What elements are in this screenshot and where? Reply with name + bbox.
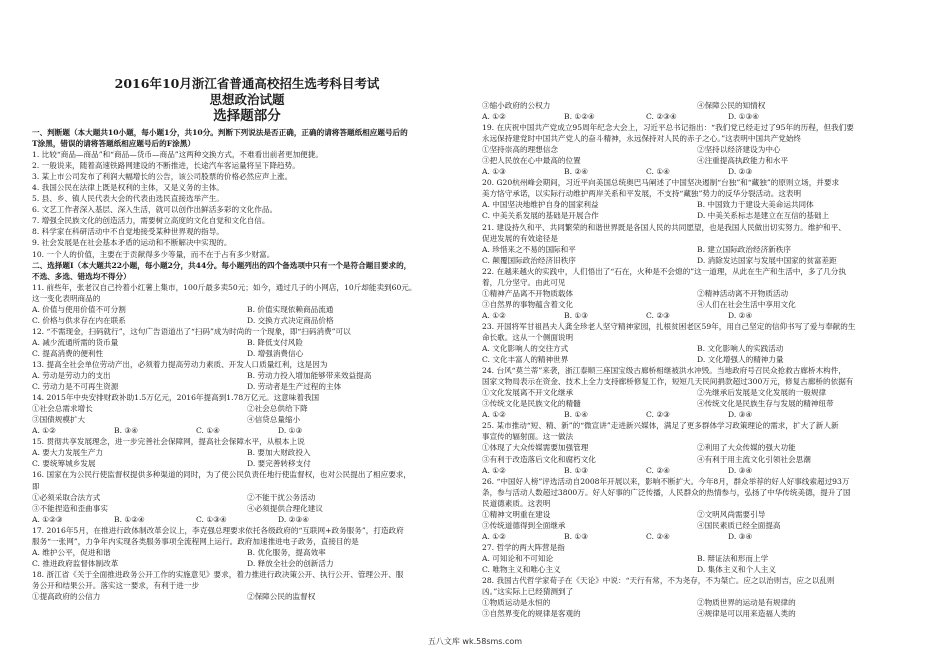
option-row — [482, 299, 912, 310]
text-line: 8. 科学家在科研活动中不自觉地接受某种世界观的指导。 — [32, 227, 224, 237]
option: D. 释放全社会的创新活力 — [247, 558, 334, 568]
option-row — [482, 597, 912, 608]
option: C. 推进政府监督体制改革 — [32, 558, 119, 568]
answer-option: B. ①②④ — [114, 514, 145, 524]
option: D. 劳动者是生产过程的主体 — [247, 382, 342, 392]
answer-option: C. ①④ — [646, 167, 670, 177]
text-line: 1. 比较“商品—商品”和“商品—货币—商品”这两种交换方式，不难看出前者更加便捷。 — [32, 150, 323, 160]
text-line: 26. “中国好人榜”评选活动自2008年开展以来，影响不断扩大。今年8月，群众举荐的好人好事线索超过93万 — [482, 476, 850, 486]
text-line: 不选、多选、错选均不得分） — [32, 271, 131, 281]
text-line: 条，参与活动人数超过3800万。好人好事的广泛传播，人民群众的热情参与，弘扬了中华传统美德，提升了国 — [482, 487, 851, 497]
text-line: 22. 在越来越火的实践中，人们悟出了“石在，火种是不会熄的”这一道理，从此在生产和生活中，多了几分执 — [482, 266, 846, 276]
option: A. 珍惜来之不易的国际和平 — [482, 244, 576, 254]
text-line: 24. 台风“莫兰蒂”来袭，浙江泰顺三座国宝级古廊桥相继被洪水冲毁。当地政府号召民众抢救古廊桥木构件， — [482, 366, 846, 376]
option-row — [482, 210, 912, 221]
text-line: 21. 建设持久和平、共同繁荣的和谐世界既是各国人民的共同愿望，也是我国人民做出切实努力。维护和平、 — [482, 222, 846, 232]
option: ③国债规模扩大 — [32, 415, 86, 425]
option: ①体现了大众传媒需要加强管理 — [482, 443, 589, 453]
option: D. 增强消费信心 — [247, 348, 304, 358]
option: C. 价格与供求存在内在联系 — [32, 315, 126, 325]
option: D. 要完善转移支付 — [247, 459, 311, 469]
text-line: 7. 增强全民族文化的创造活力，需要树立高度的文化自觉和文化自信。 — [32, 216, 270, 226]
option-row — [482, 509, 912, 520]
answer-option: A. ①② — [482, 410, 506, 420]
text-line: 国家文物局表示在资金、技术上全力支持廊桥修复工作，短短几天民间捐款超过300万元，修复古廊桥的依据有 — [482, 377, 854, 387]
option: ③传统道德得到全面继承 — [482, 520, 566, 530]
option: A. 中国坚决地维护自身的国家利益 — [482, 200, 599, 210]
option: ③传统文化是民族文化的精髓 — [482, 399, 581, 409]
text-line: 23. 开国将军甘祖昌夫人龚全珍老人坚守精神家园，扎根贫困老区59年，用自己坚定的信仰书写了爱与奉献的生 — [482, 321, 856, 331]
option: ④信贷总量缩小 — [247, 415, 301, 425]
answer-row — [32, 514, 462, 525]
answer-row — [482, 166, 912, 177]
option: D. 交换方式决定商品价格 — [247, 315, 334, 325]
text-line: 10. 一个人的价值，主要在于贡献得多少等量，而不在于占有多少财富。 — [32, 249, 275, 259]
text-line: 民道德素质。这表明 — [482, 498, 551, 508]
text-line: 17. 2016年5月，在推进行政体制改革会议上，李克强总理要求依托各级政府的“互联网+政务服务”，打造政府 — [32, 525, 404, 535]
answer-option: B. ①③ — [564, 531, 589, 541]
text-line: 28. 我国古代哲学家荀子在《天论》中说：“天行有常，不为尧存，不为桀亡。应之以治则吉，应之以乱则 — [482, 576, 835, 586]
option: B. 降低支付风险 — [247, 337, 303, 347]
option: ①物质运动是永恒的 — [482, 598, 551, 608]
option-row — [32, 381, 462, 392]
option-row — [32, 304, 462, 315]
option: ④传统文化是民族生存与发展的精神纽带 — [697, 399, 834, 409]
option: B. 辩证法和形而上学 — [697, 553, 769, 563]
option-row — [482, 553, 912, 564]
answer-option: C. ②④ — [646, 531, 670, 541]
option: ①社会总需求增长 — [32, 404, 93, 414]
answer-option: D. ③④ — [728, 531, 753, 541]
option: ④保障公民的知情权 — [697, 101, 766, 110]
answer-option: B. ①④ — [564, 410, 589, 420]
option: ①提高政府的公信力 — [32, 591, 101, 601]
text-line: 事宣传的辐射面。这一做法 — [482, 432, 574, 442]
option: C. 要统筹城乡发展 — [32, 459, 96, 469]
option: ②文明风尚需要引导 — [697, 509, 766, 519]
option-row — [482, 520, 912, 531]
option: ③有利于改造落后文化和腐朽文化 — [482, 454, 596, 464]
answer-row — [482, 465, 912, 476]
option: ①必须采取合法方式 — [32, 492, 101, 502]
option: D. 文化增强人的精神力量 — [697, 355, 784, 365]
text-line: 命长歌。这从一个侧面说明 — [482, 332, 574, 342]
left-column — [32, 0, 462, 602]
text-line: 13. 提高全社会单位劳动产出，必须着力提高劳动力素质、开发人口质量红利，这是因为 — [32, 359, 328, 369]
answer-option: C. ②③④ — [646, 112, 677, 122]
text-line: 促进发展的有效途径是 — [482, 233, 558, 243]
option: A. 劳动是劳动力的支出 — [32, 371, 111, 381]
option-row — [32, 547, 462, 558]
text-line: T涂黑，错误的请将答题纸相应题号后的F涂黑） — [32, 139, 195, 149]
answer-option: B. ①③ — [564, 310, 589, 320]
option: C. 劳动力是不可再生资源 — [32, 382, 119, 392]
title-block — [32, 0, 462, 125]
option: ④有利于用主流文化引领社会思潮 — [697, 454, 811, 464]
answer-option: B. ①③ — [564, 465, 589, 475]
answer-row — [482, 111, 912, 122]
answer-option: D. ②③ — [728, 167, 753, 177]
option: ②保障公民的监督权 — [247, 591, 316, 601]
option: ②坚持以经济建设为中心 — [697, 145, 781, 155]
answer-option: D. ②④ — [728, 310, 753, 320]
text-line: 美方恪守承诺，以实际行动维护两岸关系和平发展，不支持“藏独”势力的反华分裂活动。这表明 — [482, 189, 802, 199]
text-line: 6. 文艺工作者深入基层、深入生活，就可以创作出鲜活多彩的文化作品。 — [32, 205, 278, 215]
option-row — [482, 288, 912, 299]
text-line: 27. 哲学的两大阵营是指 — [482, 542, 565, 552]
option-row — [32, 370, 462, 381]
text-line: 9. 社会发展是在社会基本矛盾的运动和不断解决中实现的。 — [32, 238, 232, 248]
answer-option: A. ①② — [482, 310, 506, 320]
answer-option: A. ①③ — [482, 167, 506, 177]
option: C. 中美关系发展的基础是开展合作 — [482, 211, 599, 221]
option-row — [32, 337, 462, 348]
option: A. 要大力发展生产力 — [32, 448, 104, 458]
option: C. 唯物主义和唯心主义 — [482, 564, 561, 574]
text-line: 15. 贯彻共享发展理念，进一步完善社会保障网，提高社会保障水平，从根本上说 — [32, 437, 305, 447]
text-line: 16. 国家在为公民行使监督权提供多种渠道的同时，为了使公民负责任地行使监督权，也对公民提出了相应要求， — [32, 470, 411, 480]
option: D. 中美关系标志是建立在互信的基础上 — [697, 211, 830, 221]
option: B. 建立国际政治经济新秩序 — [697, 244, 791, 254]
option: B. 要加大财政投入 — [247, 448, 311, 458]
option: C. 颠覆国际政治经济旧秩序 — [482, 255, 576, 265]
answer-option: D. ①③④ — [728, 112, 760, 122]
option: B. 文化影响人的实践活动 — [697, 344, 784, 354]
answer-option: A. ①② — [482, 112, 506, 122]
left-body — [32, 127, 462, 602]
answer-row — [482, 310, 912, 321]
option: ①坚持崇高的理想信念 — [482, 145, 558, 155]
answer-option: A. ①②③ — [32, 514, 63, 524]
text-line: 5. 县、乡、镇人民代表大会的代表由选民直接选举产生。 — [32, 194, 224, 204]
option-row — [32, 414, 462, 425]
text-line: 一、判断题（本大题共10小题，每小题1分，共10分。判断下列说法是否正确，正确的请将答题纸相应题号后的 — [32, 128, 408, 137]
answer-option: D. ③④ — [728, 410, 753, 420]
option: B. 优化服务，提高效率 — [247, 547, 326, 557]
option: ②社会总供给下降 — [247, 404, 308, 414]
text-line: 2. 一般说来，随着高速铁路网建设的不断推进，长途汽车客运量将呈下降趋势。 — [32, 161, 300, 171]
option-row — [32, 348, 462, 359]
option: ②精神活动离不开物质活动 — [697, 288, 789, 298]
option: A. 减少流通所需的货币量 — [32, 337, 119, 347]
option: ③把人民放在心中最高的位置 — [482, 156, 581, 166]
text-line: 凶。”这实际上已经猜测到了 — [482, 587, 574, 597]
answer-option: B. ③④ — [114, 426, 139, 436]
option: ①文化发展离不开文化继承 — [482, 388, 574, 398]
text-line: 3. 某上市公司发布了利润大幅增长的公告，该公司股票的价格必然应声上涨。 — [32, 172, 293, 182]
option-row — [32, 591, 462, 602]
text-line: 19. 在庆祝中国共产党成立95周年纪念大会上，习近平总书记指出：“我们党已经走过了95年的历程，但我们要 — [482, 123, 854, 133]
option-row — [482, 387, 912, 398]
answer-row — [482, 531, 912, 542]
option: ④人们在社会生活中享用文化 — [697, 299, 796, 309]
option-row — [32, 315, 462, 326]
option-row — [482, 255, 912, 266]
text-line: 即 — [32, 481, 40, 491]
option: ③自然界变化的规律是客观的 — [482, 609, 581, 619]
option: B. 价值实现依赖商品流通 — [247, 304, 334, 314]
option: ②不能干扰公务活动 — [247, 492, 316, 502]
option-row — [32, 503, 462, 514]
option-row — [482, 244, 912, 255]
answer-row — [32, 425, 462, 436]
section-title: 选择题部分 — [213, 108, 281, 124]
text-line: 25. 某市推动“短、精、新”的“微宣讲”走进新兴媒体，满足了更多群体学习政策理论的需求，扩大了新人新 — [482, 421, 839, 431]
text-line: 14. 2015年中央安排财政补助1.5万亿元，2016年提高到1.78万亿元。这意味着我国 — [32, 393, 320, 403]
text-line: 18. 浙江省《关于全面推进政务公开工作的实施意见》要求，着力推进行政决策公开、执行公开、管理公开、服 — [32, 569, 404, 579]
option-row — [482, 100, 912, 111]
option: A. 价值与使用价值不可分割 — [32, 304, 126, 314]
option: ③不能捏造和歪曲事实 — [32, 503, 108, 513]
text-line: 12. “不需现金，扫码就行”，这句广告语道出了“扫码”成为时尚的一个现象，即“扫码消费”可以 — [32, 326, 351, 336]
answer-option: A. ①② — [482, 531, 506, 541]
option: ②物质世界的运动是有规律的 — [697, 598, 796, 608]
answer-option: C. ②④ — [646, 465, 670, 475]
answer-option: B. ②④ — [564, 167, 589, 177]
option-row — [482, 343, 912, 354]
option: ④规律是可以用来造福人类的 — [697, 609, 796, 619]
option-row — [482, 354, 912, 365]
answer-option: D. ③④ — [728, 465, 753, 475]
option: ②利用了大众传媒的强大功能 — [697, 443, 796, 453]
answer-option: D. ①③ — [278, 426, 303, 436]
text-line: 服务“一张网”，力争年内实现各类服务事项全流程网上运行。政府加速推进电子政务，直接目的是 — [32, 536, 359, 546]
option-row — [482, 199, 912, 210]
option-row — [32, 492, 462, 503]
option: A. 可知论和不可知论 — [482, 553, 554, 563]
option: A. 文化影响人的交往方式 — [482, 344, 569, 354]
option: C. 提高消费的便利性 — [32, 348, 104, 358]
option-row — [482, 442, 912, 453]
answer-option: B. ①②④ — [564, 112, 595, 122]
option: ①精神产品离不开物质载体 — [482, 288, 574, 298]
text-line: 着，几分坚守。由此可见 — [482, 277, 566, 287]
option: ②先继承后发展是文化发展的一般规律 — [697, 388, 827, 398]
option: D. 集体主义和个人主义 — [697, 564, 776, 574]
text-line: 11. 前些年，张老汉自己拎着小红薯上集市，100斤最多卖50元；如今，通过几子的小网店，10斤却能卖到60元。 — [32, 282, 417, 292]
answer-option: A. ①② — [32, 426, 56, 436]
option: C. 文化丰富人的精神世界 — [482, 355, 569, 365]
text-line: 这一变化表明商品的 — [32, 293, 101, 303]
right-column — [482, 0, 912, 619]
answer-option: C. ①③④ — [196, 514, 227, 524]
option-row — [32, 558, 462, 569]
answer-option: C. ②③ — [646, 310, 670, 320]
option-row — [482, 398, 912, 409]
option-row — [32, 458, 462, 469]
option: B. 中国致力于建设大美命运共同体 — [697, 200, 814, 210]
answer-option: C. ②③ — [646, 410, 670, 420]
footer-watermark: 五八文库 wk.58sms.com — [427, 637, 523, 646]
page-title: 2016年10月浙江省普通高校招生选考科目考试 — [114, 76, 380, 91]
text-line: 永远保持建党时中国共产党人的奋斗精神，永远保持对人民的赤子之心。”这表明中国共产党始终 — [482, 134, 802, 144]
option-row — [32, 447, 462, 458]
option-row — [482, 564, 912, 575]
right-body — [482, 100, 912, 619]
option: A. 维护公平，促进和谐 — [32, 547, 111, 557]
option-row — [482, 454, 912, 465]
answer-row — [482, 409, 912, 420]
option: D. 消除发达国家与发展中国家的贫富差距 — [697, 255, 837, 265]
option: ④注重提高执政能力和水平 — [697, 156, 789, 166]
option: ④必须提供合理化建议 — [247, 503, 323, 513]
option-row — [482, 155, 912, 166]
answer-option: C. ①④ — [196, 426, 220, 436]
text-line: 二、选择题Ⅰ（本大题共22小题，每小题2分，共44分。每小题列出的四个备选项中只有一个是符合题目要求的， — [32, 260, 412, 270]
option: ③自然界的事物蕴含着文化 — [482, 299, 574, 309]
option-row — [482, 144, 912, 155]
option-row — [32, 403, 462, 414]
option: ③缩小政府的公权力 — [482, 101, 551, 110]
answer-option: D. ②③④ — [278, 514, 310, 524]
page-subtitle: 思想政治试题 — [209, 92, 285, 107]
text-line: 20. G20杭州峰会期间，习近平向美国总统奥巴马阐述了中国坚决遏制“台独”和“藏独”的原则立场，并要求 — [482, 178, 840, 188]
option-row — [482, 608, 912, 619]
option: ④国民素质已经全面提高 — [697, 520, 781, 530]
option: B. 劳动力投入增加能够带来效益提高 — [247, 371, 372, 381]
text-line: 4. 我国公民在法律上既是权利的主体，又是义务的主体。 — [32, 183, 224, 193]
text-line: 务公开和结果公开。落实这一要求，有利于进一步 — [32, 580, 200, 590]
option: ①精神文明重在建设 — [482, 509, 551, 519]
answer-option: A. ①② — [482, 465, 506, 475]
